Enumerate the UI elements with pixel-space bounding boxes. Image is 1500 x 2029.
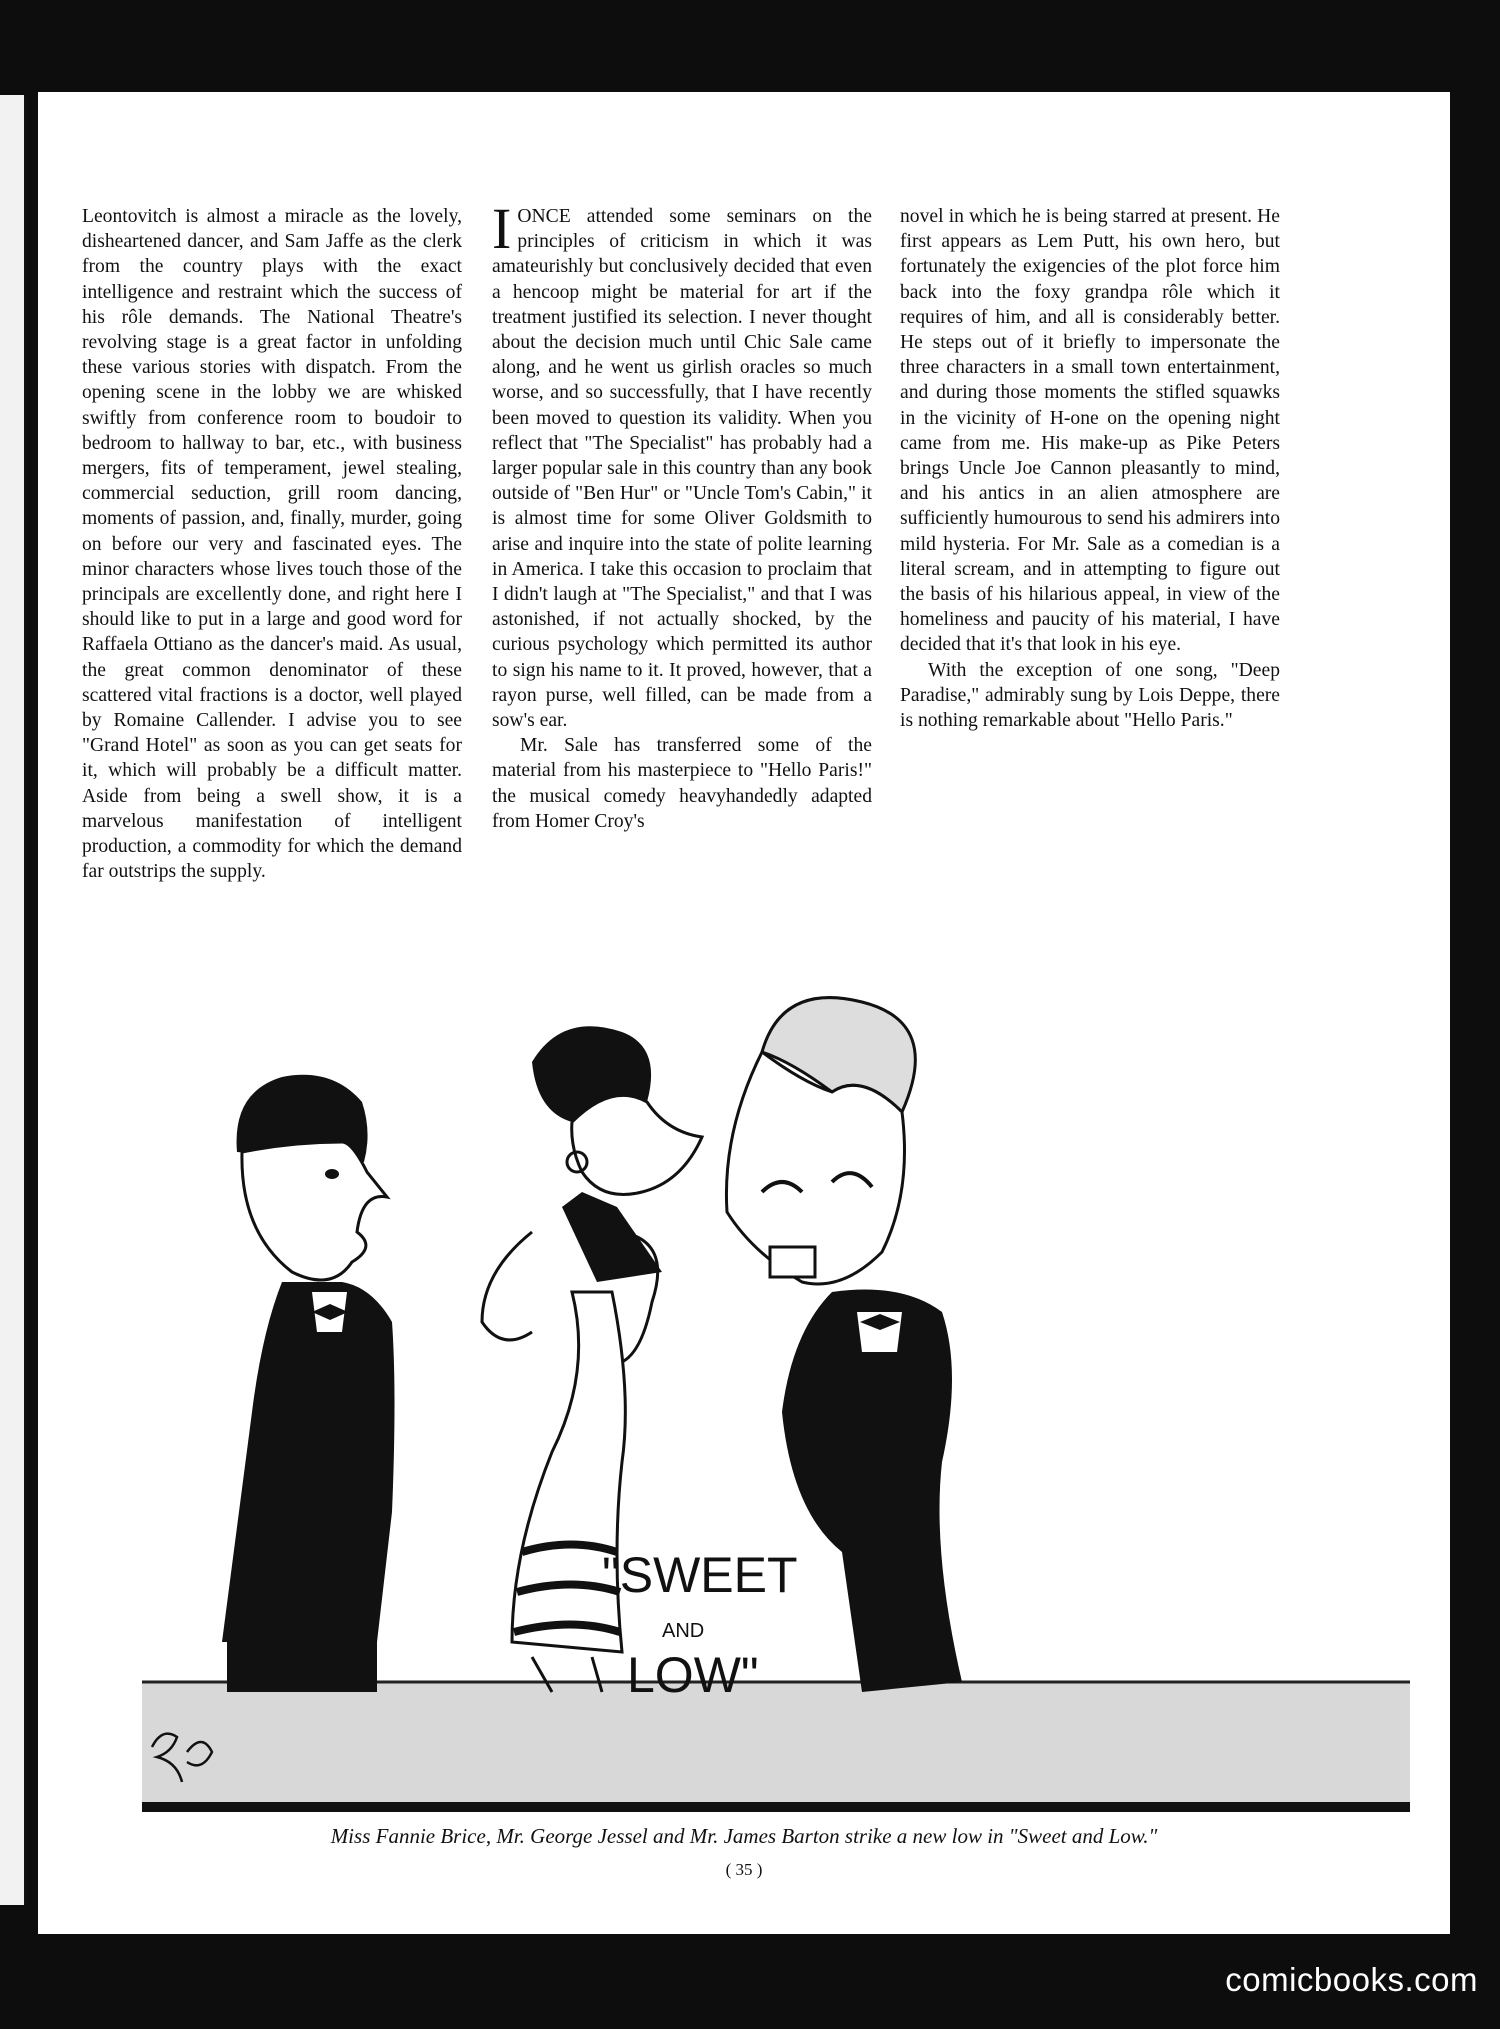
lettering-low: LOW" [627,1647,759,1703]
page-number: ( 35 ) [725,1860,763,1879]
sweet-and-low-lettering [602,1547,798,1703]
column-1-paragraph: Leontovitch is almost a miracle as the lovely, disheartened dancer, and Sam Jaffe as the clerk from the country plays with the exact intelligence and restraint which the success of his rôle demands. The National Theatre's revolving stage is a great factor in unfolding these various stories with dispatch. From the opening scene in the lobby we are whisked swiftly from conference room to boudoir to bedroom to hallway to bar, etc., with business mergers, fits of temperament, jewel stealing, commercial seduction, grill room dancing, moments of passion, and, finally, murder, going on before our very and fascinated eyes. The minor characters whose lives touch those of the principals are excellently done, and right here I should like to put in a large and good word for Raffaela Ottiano as the dancer's maid. As usual, the great common denominator of these scattered vital fractions is a doctor, well played by Romaine Callender. I advise you to see "Grand Hotel" as soon as you can get seats for it, which will probably be a difficult matter. Aside from being a swell show, it is a marvelous manifestation of intelligent production, a commodity for which the demand far outstrips the supply. [82,206,462,883]
caricature-jessel [222,1075,395,1692]
column-3-paragraph-2: With the exception of one song, "Deep Paradise," admirably sung by Lois Deppe, there is nothing remarkable about "Hello Paris." [900,659,1280,732]
site-watermark: comicbooks.com [1225,1961,1478,1998]
caricature-illustration [142,992,1410,1812]
stage-edge [142,1802,1410,1812]
illustration-caption: Miss Fannie Brice, Mr. George Jessel and Mr. James Barton strike a new low in "Sweet and Low." [330,1824,1158,1848]
stage-floor [142,1682,1410,1812]
column-2-paragraph-1: IONCE attended some seminars on the principles of criticism in which it was amateurishly but conclusively decided that even a hencoop might be material for art if the treatment justified its selection. I never thought about the decision much until Chic Sale came along, and he went us girlish oracles so much worse, and so successfully, that I have recently been moved to question its validity. When you reflect that "The Specialist" has probably had a larger popular sale in this country than any book outside of "Ben Hur" or "Uncle Tom's Cabin," it is almost time for some Oliver Goldsmith to arise and inquire into the state of polite learning in America. I take this occasion to proclaim that I didn't laugh at "The Specialist," and that I was astonished, if not actually shocked, by the curious psychology which permitted its author to sign his name to it. It proved, however, that a rayon purse, well filled, can be made from a sow's ear. [492,196,872,732]
drop-cap: I [492,196,512,261]
text-column-1 [82,204,462,884]
lettering-sweet: "SWEET [602,1547,798,1603]
column-3-paragraph-1: novel in which he is being starred at present. He first appears as Lem Putt, his own hero, but fortunately the exigencies of the plot force him back into the foxy grandpa rôle which it requires of him, and all is considerably better. He steps out of it briefly to impersonate the three characters in a small town entertainment, and during those moments the stifled squawks in the vicinity of H-one on the opening night came from me. His make-up as Pike Peters brings Uncle Joe Cannon pleasantly to mind, and his antics in an alien atmosphere are sufficiently humourous to send his admirers into mild hysteria. For Mr. Sale as a comedian is a literal scream, and in attempting to figure out the basis of his hilarious appeal, in view of the homeliness and paucity of his material, I have decided that it's that look in his eye. [900,206,1280,656]
text-column-2 [492,196,872,834]
lettering-and: AND [662,1620,705,1642]
column-2-paragraph-2: Mr. Sale has transferred some of the material from his masterpiece to "Hello Paris!" the musical comedy heavyhandedly adapted from Homer Croy's [492,735,872,832]
text-column-3 [900,204,1280,733]
magazine-page [38,92,1450,1934]
adjacent-page-edge [0,95,27,1905]
